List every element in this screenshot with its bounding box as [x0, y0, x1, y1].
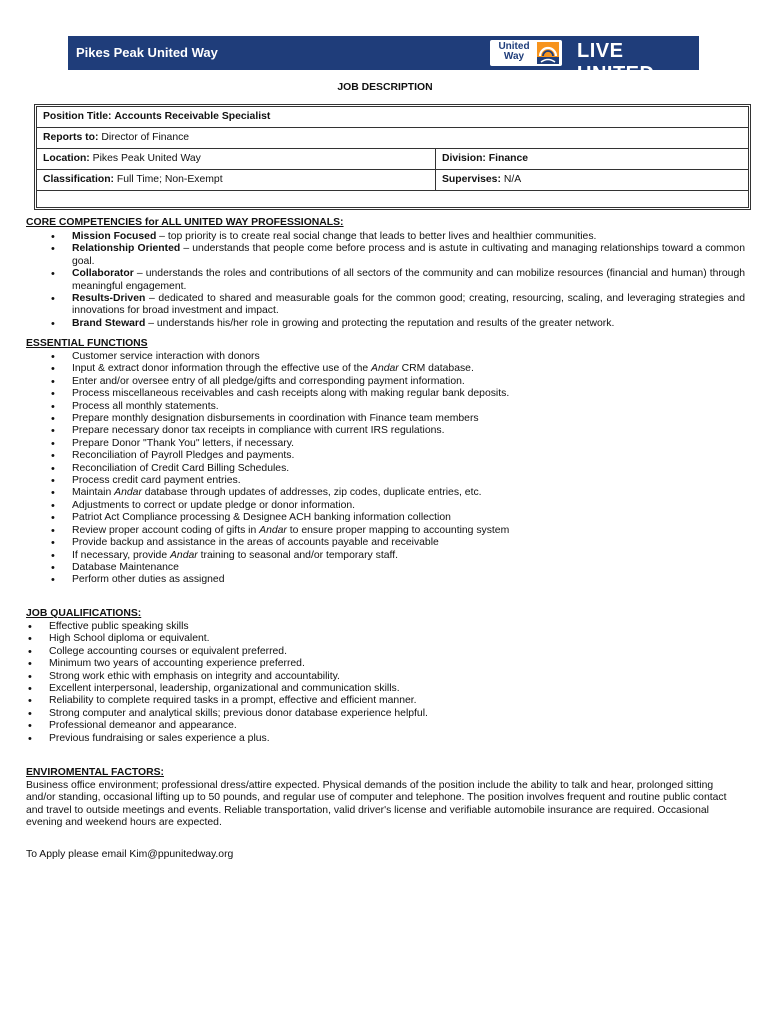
- location-label: Location:: [43, 153, 90, 164]
- list-item: • Relationship Oriented – understands that people come before process and is astute in cultivating and managing relationships toward a common goal.: [72, 243, 745, 268]
- list-item: • Maintain Andar database through updates of addresses, zip codes, duplicate entries, etc.: [72, 487, 745, 499]
- list-item: • Brand Steward – understands his/her role in growing and protecting the reputation and results of the greater network.: [72, 318, 745, 330]
- job-qualifications-heading: JOB QUALIFICATIONS:: [26, 608, 142, 619]
- list-item: • Prepare necessary donor tax receipts in compliance with current IRS regulations.: [72, 425, 745, 437]
- apply-instructions: To Apply please email Kim@ppunitedway.org: [26, 849, 234, 860]
- list-item: • Patriot Act Compliance processing & Designee ACH banking information collection: [72, 512, 745, 524]
- location-value: Pikes Peak United Way: [92, 153, 201, 164]
- united-way-logo: [490, 40, 562, 66]
- essential-functions-list: [72, 351, 745, 587]
- list-item: • Collaborator – understands the roles and contributions of all sectors of the community and can mobilize resources (financial and human) through meaningful engagement.: [72, 268, 745, 293]
- division-value: Finance: [488, 153, 529, 164]
- list-item: • High School diploma or equivalent.: [49, 633, 745, 645]
- list-item: • Minimum two years of accounting experience preferred.: [49, 658, 745, 670]
- table-row-classification: [37, 170, 748, 191]
- supervises-value: N/A: [503, 174, 522, 185]
- table-row-reports: [37, 128, 748, 149]
- list-item: • Review proper account coding of gifts in Andar to ensure proper mapping to accounting system: [72, 525, 745, 537]
- essential-functions-heading: ESSENTIAL FUNCTIONS: [26, 338, 148, 349]
- hand-rainbow-icon: [537, 42, 559, 64]
- list-item: • Input & extract donor information through the effective use of the Andar CRM database.: [72, 363, 745, 375]
- list-item: • Effective public speaking skills: [49, 621, 745, 633]
- header-banner: [68, 36, 699, 85]
- list-item: • Database Maintenance: [72, 562, 745, 574]
- list-item: • Strong computer and analytical skills; previous donor database experience helpful.: [49, 708, 745, 720]
- list-item: • Perform other duties as assigned: [72, 574, 745, 586]
- live-united-slogan: LIVE UNITED: [577, 40, 655, 85]
- list-item: • Excellent interpersonal, leadership, organizational and communication skills.: [49, 683, 745, 695]
- table-row-position: [37, 107, 748, 128]
- position-title-value: Accounts Receivable Specialist: [114, 111, 271, 122]
- list-item: • Reconciliation of Credit Card Billing Schedules.: [72, 463, 745, 475]
- list-item: • Prepare monthly designation disbursements in coordination with Finance team members: [72, 413, 745, 425]
- reports-to-label: Reports to:: [43, 132, 99, 143]
- list-item: • Prepare Donor "Thank You" letters, if necessary.: [72, 438, 745, 450]
- list-item: • Adjustments to correct or update pledge or donor information.: [72, 500, 745, 512]
- list-item: • Process miscellaneous receivables and cash receipts along with making regular bank deposits.: [72, 388, 745, 400]
- core-competencies-heading: CORE COMPETENCIES for ALL UNITED WAY PROFESSIONALS:: [26, 217, 344, 228]
- classification-label: Classification:: [43, 174, 115, 185]
- position-info-table: [36, 106, 749, 208]
- list-item: • Process all monthly statements.: [72, 401, 745, 413]
- logo-wordmark: United Way: [498, 41, 530, 62]
- table-row-location: [37, 149, 748, 170]
- list-item: • Process credit card payment entries.: [72, 475, 745, 487]
- classification-value: Full Time; Non-Exempt: [116, 174, 223, 185]
- environmental-factors-heading: ENVIROMENTAL FACTORS:: [26, 767, 164, 778]
- org-name: Pikes Peak United Way: [76, 45, 218, 60]
- list-item: • Strong work ethic with emphasis on integrity and accountability.: [49, 671, 745, 683]
- environmental-factors-text: Business office environment; professional dress/attire expected. Physical demands of the position include the ability to talk and hear, prolonged sitting and/or standing, occasional lifting up to 50 pounds, and regular use of computer and telephone. The position involves frequent and routine public contact and travel to outside meetings and events. Reliable transportation, valid driver's license and verifiable automobile insurance are required. Occasional evening and weekend hours are expected.: [26, 780, 727, 829]
- list-item: • Previous fundraising or sales experience a plus.: [49, 733, 745, 745]
- job-qualifications-list: [49, 621, 745, 745]
- list-item: • Reliability to complete required tasks in a prompt, effective and efficient manner.: [49, 695, 745, 707]
- list-item: • Enter and/or oversee entry of all pledge/gifts and corresponding payment information.: [72, 376, 745, 388]
- list-item: • College accounting courses or equivalent preferred.: [49, 646, 745, 658]
- list-item: • Provide backup and assistance in the areas of accounts payable and receivable: [72, 537, 745, 549]
- document-title: JOB DESCRIPTION: [337, 82, 433, 93]
- list-item: • Results-Driven – dedicated to shared and measurable goals for the common good; creating, resourcing, scaling, and leveraging strategies and innovations for broad investment and impact.: [72, 293, 745, 318]
- list-item: • Professional demeanor and appearance.: [49, 720, 745, 732]
- supervises-label: Supervises:: [442, 174, 501, 185]
- list-item: • Mission Focused – top priority is to create real social change that leads to better lives and healthier communities.: [72, 231, 745, 243]
- list-item: • If necessary, provide Andar training to seasonal and/or temporary staff.: [72, 550, 745, 562]
- position-title-label: Position Title:: [43, 111, 112, 122]
- list-item: • Customer service interaction with donors: [72, 351, 745, 363]
- list-item: • Reconciliation of Payroll Pledges and payments.: [72, 450, 745, 462]
- core-competencies-list: [72, 231, 745, 330]
- reports-to-value: Director of Finance: [101, 132, 190, 143]
- division-label: Division:: [442, 153, 486, 164]
